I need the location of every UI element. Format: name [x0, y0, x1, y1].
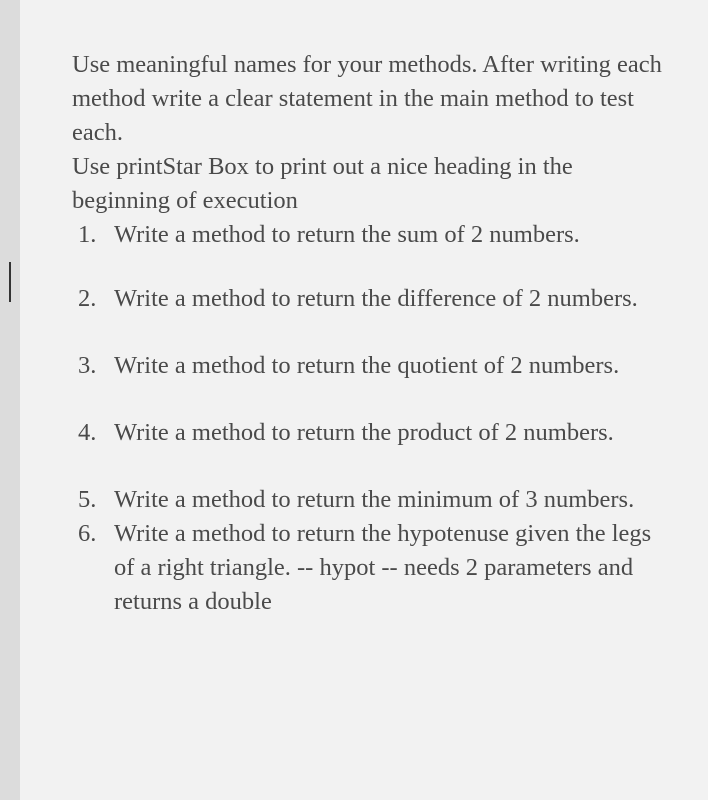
intro-paragraph-1: Use meaningful names for your methods. After writing each method write a clear statement in the main method to test each.	[72, 51, 662, 146]
task-number: 2.	[78, 285, 97, 312]
task-item-4	[72, 416, 672, 450]
task-number: 1.	[78, 221, 97, 248]
task-item-6	[72, 517, 672, 619]
task-text: Write a method to return the product of 2 numbers.	[114, 419, 614, 446]
task-text: Write a method to return the difference of 2 numbers.	[114, 285, 638, 312]
task-list	[72, 218, 672, 619]
text-cursor	[9, 262, 11, 302]
task-text: Write a method to return the sum of 2 numbers.	[114, 221, 580, 248]
task-number: 4.	[78, 419, 97, 446]
task-text: Write a method to return the quotient of 2 numbers.	[114, 352, 620, 379]
task-item-5	[72, 483, 672, 517]
task-text: Write a method to return the hypotenuse given the legs of a right triangle. -- hypot -- needs 2 parameters and returns a double	[114, 520, 652, 615]
task-number: 5.	[78, 486, 97, 513]
intro-paragraph-2: Use printStar Box to print out a nice heading in the beginning of execution	[72, 153, 573, 214]
task-item-2	[72, 282, 672, 316]
task-item-3	[72, 349, 672, 383]
task-item-1	[72, 218, 672, 252]
task-number: 6.	[78, 520, 97, 547]
task-number: 3.	[78, 352, 97, 379]
document-body	[72, 48, 672, 619]
left-margin-rail	[0, 0, 20, 800]
task-text: Write a method to return the minimum of 3 numbers.	[114, 486, 635, 513]
